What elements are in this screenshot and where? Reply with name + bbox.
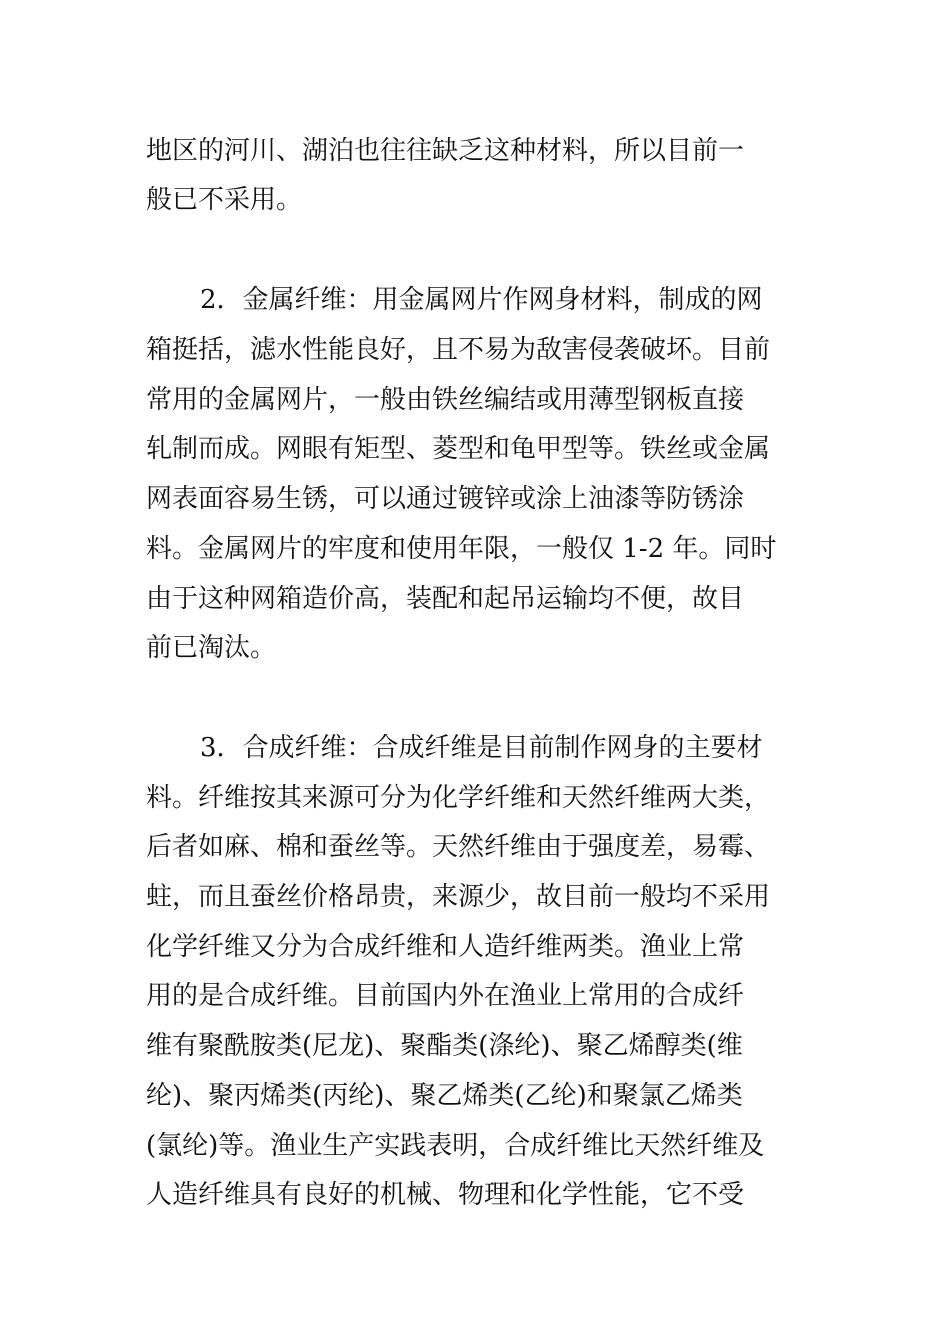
text-line: 人造纤维具有良好的机械、物理和化学性能，它不受 bbox=[146, 1180, 745, 1210]
paragraph-heading-synthetic-fiber: 3．合成纤维：合成纤维是目前制作网身的主要材 bbox=[200, 733, 763, 763]
text-line: 料。纤维按其来源可分为化学纤维和天然纤维两大类， bbox=[146, 783, 771, 813]
text-line: 纶)、聚丙烯类(丙纶)、聚乙烯类(乙纶)和聚氯乙烯类 bbox=[146, 1081, 743, 1111]
text-line: (氯纶)等。渔业生产实践表明，合成纤维比天然纤维及 bbox=[146, 1131, 765, 1161]
text-line: 般已不采用。 bbox=[146, 185, 303, 215]
paragraph-heading-metal-fiber: 2．金属纤维：用金属网片作网身材料，制成的网 bbox=[200, 285, 763, 315]
text-line: 料。金属网片的牢度和使用年限，一般仅 1-2 年。同时 bbox=[146, 534, 777, 564]
text-line: 地区的河川、湖泊也往往缺乏这种材料，所以目前一 bbox=[146, 136, 745, 166]
text-line: 后者如麻、棉和蚕丝等。天然纤维由于强度差，易霉、 bbox=[146, 832, 771, 862]
text-line: 箱挺括，滤水性能良好，且不易为敌害侵袭破坏。目前 bbox=[146, 335, 771, 365]
text-line: 由于这种网箱造价高，装配和起吊运输均不便，故目 bbox=[146, 584, 745, 614]
text-line: 蛀，而且蚕丝价格昂贵，来源少，故目前一般均不采用 bbox=[146, 882, 771, 912]
text-line: 轧制而成。网眼有矩型、菱型和龟甲型等。铁丝或金属 bbox=[146, 434, 771, 464]
text-line: 用的是合成纤维。目前国内外在渔业上常用的合成纤 bbox=[146, 981, 745, 1011]
text-line: 网表面容易生锈，可以通过镀锌或涂上油漆等防锈涂 bbox=[146, 484, 745, 514]
text-line: 前已淘汰。 bbox=[146, 633, 277, 663]
text-line: 维有聚酰胺类(尼龙)、聚酯类(涤纶)、聚乙烯醇类(维 bbox=[146, 1031, 743, 1061]
text-line: 常用的金属网片，一般由铁丝编结或用薄型钢板直接 bbox=[146, 385, 745, 415]
text-line: 化学纤维又分为合成纤维和人造纤维两类。渔业上常 bbox=[146, 932, 745, 962]
